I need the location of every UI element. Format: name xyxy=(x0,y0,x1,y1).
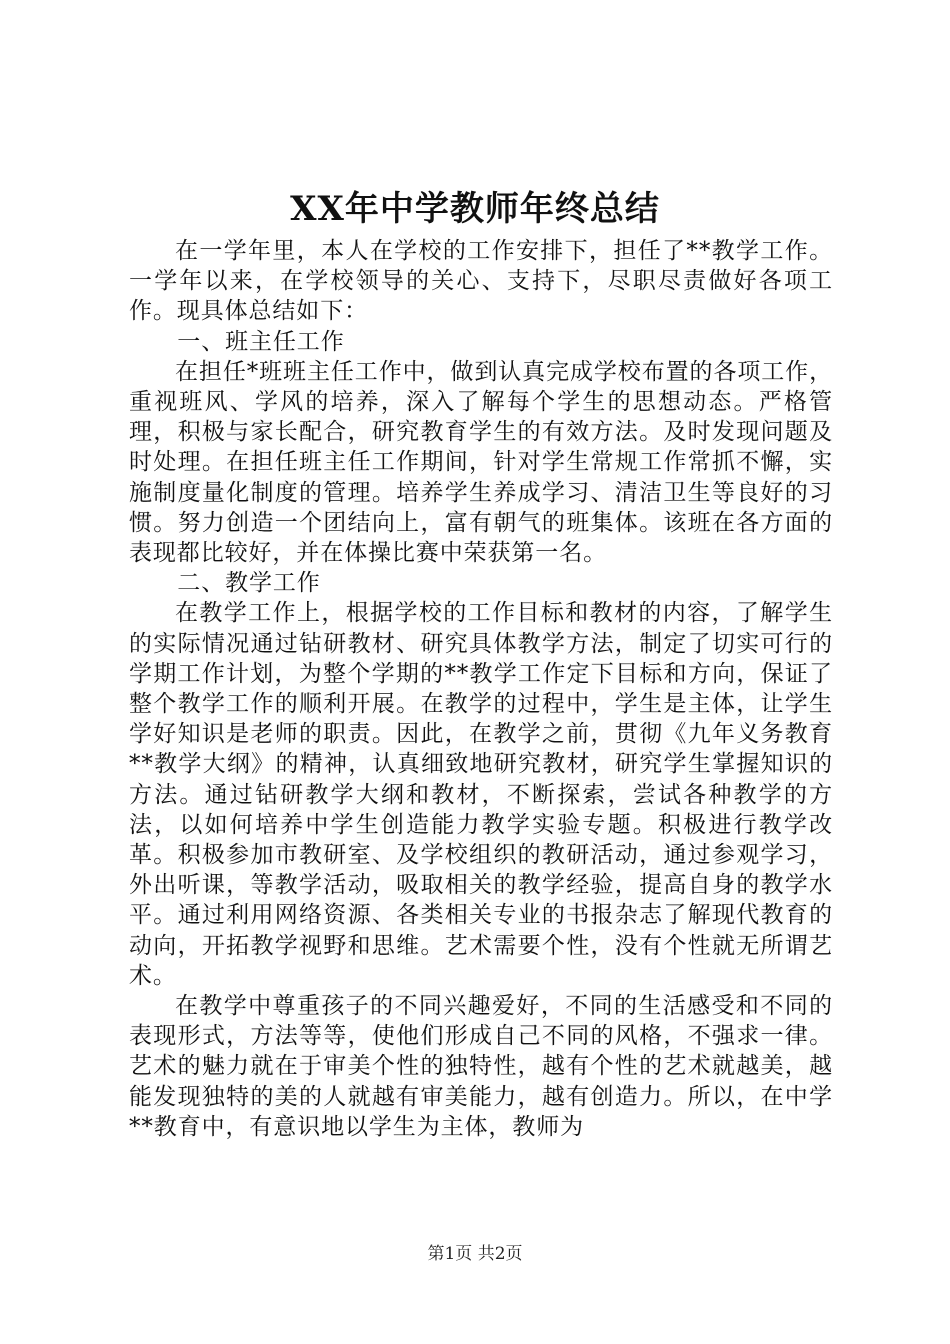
document-title: XX年中学教师年终总结 xyxy=(290,189,660,229)
section-heading-teaching: 二、教学工作 xyxy=(177,570,321,597)
teaching-paragraph: 在教学工作上，根据学校的工作目标和教材的内容，了解学生的实际情况通过钻研教材、研究具体教学方法，制定了切实可行的学期工作计划，为整个学期的**教学工作定下目标和方向，保证了整个教学工作的顺利开展。在教学的过程中，学生是主体，让学生学好知识是老师的职责。因此，在教学之前，贯彻《九年义务教育**教学大纲》的精神，认真细致地研究教材，研究学生掌握知识的方法。通过钻研教学大纲和教材，不断探索，尝试各种教学的方法，以如何培养中学生创造能力教学实验专题。积极进行教学改革。积极参加市教研室、及学校组织的教研活动，通过参观学习，外出听课，等教学活动，吸取相关的教学经验，提高自身的教学水平。通过利用网络资源、各类相关专业的书报杂志了解现代教育的动向，开拓教学视野和思维。艺术需要个性，没有个性就无所谓艺术。 xyxy=(129,600,833,989)
class-teacher-paragraph: 在担任*班班主任工作中，做到认真完成学校布置的各项工作，重视班风、学风的培养，深入了解每个学生的思想动态。严格管理，积极与家长配合，研究教育学生的有效方法。及时发现问题及时处理。在担任班主任工作期间，针对学生常规工作常抓不懈，实施制度量化制度的管理。培养学生养成学习、清洁卫生等良好的习惯。努力创造一个团结向上，富有朝气的班集体。该班在各方面的表现都比较好，并在体操比赛中荣获第一名。 xyxy=(129,358,833,567)
intro-paragraph: 在一学年里，本人在学校的工作安排下，担任了**教学工作。一学年以来，在学校领导的关心、支持下，尽职尽责做好各项工作。现具体总结如下： xyxy=(129,238,833,325)
art-education-paragraph: 在教学中尊重孩子的不同兴趣爱好，不同的生活感受和不同的表现形式，方法等等，使他们形成自己不同的风格，不强求一律。艺术的魅力就在于审美个性的独特性，越有个性的艺术就越美，越能发现独特的美的人就越有审美能力，越有创造力。所以，在中学**教育中，有意识地以学生为主体，教师为 xyxy=(129,993,833,1140)
document-body xyxy=(129,236,833,1142)
section-heading-class-teacher: 一、班主任工作 xyxy=(177,328,345,355)
page-number-footer: 第1页 共2页 xyxy=(427,1244,523,1264)
